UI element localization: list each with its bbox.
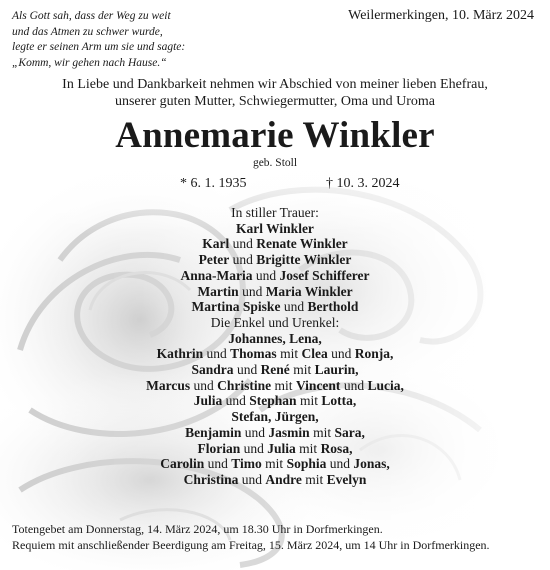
mourner-connector: und <box>229 236 257 252</box>
mourner-name: Julia <box>193 393 223 409</box>
mourner-name: Sophia <box>286 456 327 472</box>
mourner-name: Renate Winkler <box>256 236 348 252</box>
mourner-line <box>0 236 550 252</box>
intro-line: unserer guten Mutter, Schwiegermutter, Oma und Uroma <box>114 94 435 109</box>
mourner-connector: Die Enkel und Urenkel: <box>210 314 340 330</box>
mourner-connector: und <box>222 393 250 409</box>
mourner-name: Christine <box>217 377 272 393</box>
mourners-list <box>0 205 550 488</box>
mourner-connector: und <box>204 456 232 472</box>
poem-line: Als Gott sah, dass der Weg zu weit <box>12 10 171 22</box>
poem-line: „Komm, wir gehen nach Hause.“ <box>12 56 167 69</box>
mourner-connector: und <box>241 424 269 440</box>
poem-line: und das Atmen zu schwer wurde, <box>12 25 163 38</box>
mourner-connector: mit <box>309 424 335 440</box>
mourner-connector: und <box>252 267 280 283</box>
poem <box>12 9 185 71</box>
mourner-connector: mit <box>289 362 315 378</box>
mourner-name: Carolin <box>160 456 205 472</box>
mourner-connector: mit <box>271 377 296 393</box>
mourner-connector: und <box>280 299 308 315</box>
mourner-connector: und <box>229 252 257 268</box>
mourner-connector: mit <box>261 456 287 472</box>
mourner-line <box>0 393 550 409</box>
mourner-name: Kathrin <box>156 346 204 362</box>
mourner-connector: und <box>190 377 218 393</box>
mourner-name: Martin <box>197 283 239 299</box>
mourner-line <box>0 441 550 457</box>
death-date: † 10. 3. 2024 <box>326 176 400 191</box>
mourner-connector: und <box>203 346 231 362</box>
mourner-line <box>0 299 550 315</box>
mourner-connector: und <box>326 456 354 472</box>
mourner-name: Maria Winkler <box>265 283 353 299</box>
mourner-connector: und <box>340 377 368 393</box>
birth-date: * 6. 1. 1935 <box>180 176 247 191</box>
mourner-name: Sara, <box>334 424 365 440</box>
mourner-name: Lucia, <box>367 377 404 393</box>
mourner-name: Josef Schifferer <box>279 267 370 283</box>
mourner-line <box>0 315 550 331</box>
mourner-name: Vincent <box>295 377 341 393</box>
deceased-name: Annemarie Winkler <box>115 115 435 156</box>
mourner-line <box>0 221 550 237</box>
mourner-name: Evelyn <box>326 471 367 487</box>
mourner-line <box>0 205 550 221</box>
funeral-info: Requiem mit anschließender Beerdigung am Freitag, 15. März 2024, um 14 Uhr in Dorfmerkingen. <box>12 538 490 552</box>
mourner-name: Rosa, <box>320 440 353 456</box>
mourner-name: Stephan <box>249 393 297 409</box>
mourner-line <box>0 284 550 300</box>
mourner-name: René <box>260 362 290 378</box>
mourner-name: Thomas <box>230 346 277 362</box>
mourner-name: Anna-Maria <box>180 267 253 283</box>
mourner-name: Berthold <box>307 299 359 315</box>
mourner-name: Karl Winkler <box>236 220 314 236</box>
mourner-name: Martina Spiske <box>191 299 281 315</box>
mourner-connector: und <box>327 346 355 362</box>
mourner-line <box>0 456 550 472</box>
mourner-line <box>0 346 550 362</box>
mourner-connector: und <box>238 471 266 487</box>
mourner-name: Sandra <box>191 362 234 378</box>
mourner-line <box>0 409 550 425</box>
mourner-name: Andre <box>265 471 302 487</box>
mourner-name: Julia <box>267 440 296 456</box>
mourner-name: Peter <box>198 252 230 268</box>
mourner-name: Jasmin <box>268 424 310 440</box>
mourner-name: Lotta, <box>321 393 357 409</box>
mourner-connector: und <box>240 440 268 456</box>
prayer-info: Totengebet am Donnerstag, 14. März 2024, um 18.30 Uhr in Dorfmerkingen. <box>12 522 383 536</box>
mourner-line <box>0 425 550 441</box>
service-info <box>12 521 490 553</box>
mourner-name: Stefan, Jürgen, <box>231 409 319 425</box>
mourner-name: Christina <box>183 471 239 487</box>
mourner-name: Karl <box>202 236 230 252</box>
intro-text <box>0 76 550 110</box>
mourner-line <box>0 362 550 378</box>
mourner-connector: und <box>238 283 266 299</box>
mourner-name: Clea <box>301 346 328 362</box>
place-date: Weilermerkingen, 10. März 2024 <box>348 8 534 23</box>
mourner-line <box>0 331 550 347</box>
mourner-line <box>0 472 550 488</box>
mourner-connector: mit <box>276 346 302 362</box>
mourner-name: Timo <box>231 456 262 472</box>
mourner-name: Laurin, <box>314 362 359 378</box>
mourner-connector: und <box>233 362 261 378</box>
intro-line: In Liebe und Dankbarkeit nehmen wir Abschied von meiner lieben Ehefrau, <box>62 77 488 92</box>
mourner-name: Florian <box>197 440 241 456</box>
mourner-name: Ronja, <box>354 346 394 362</box>
mourner-name: Jonas, <box>353 456 390 472</box>
poem-line: legte er seinen Arm um sie und sagte: <box>12 41 186 53</box>
mourner-connector: mit <box>296 393 322 409</box>
mourner-line <box>0 268 550 284</box>
maiden-name: geb. Stoll <box>252 157 298 169</box>
mourner-name: Brigitte Winkler <box>256 252 352 268</box>
mourner-connector: mit <box>301 471 327 487</box>
mourner-connector: In stiller Trauer: <box>231 205 319 220</box>
mourner-line <box>0 252 550 268</box>
mourner-name: Marcus <box>146 377 191 393</box>
mourner-line <box>0 378 550 394</box>
mourner-name: Johannes, Lena, <box>228 330 322 346</box>
mourner-connector: mit <box>295 440 321 456</box>
mourner-name: Benjamin <box>185 424 242 440</box>
